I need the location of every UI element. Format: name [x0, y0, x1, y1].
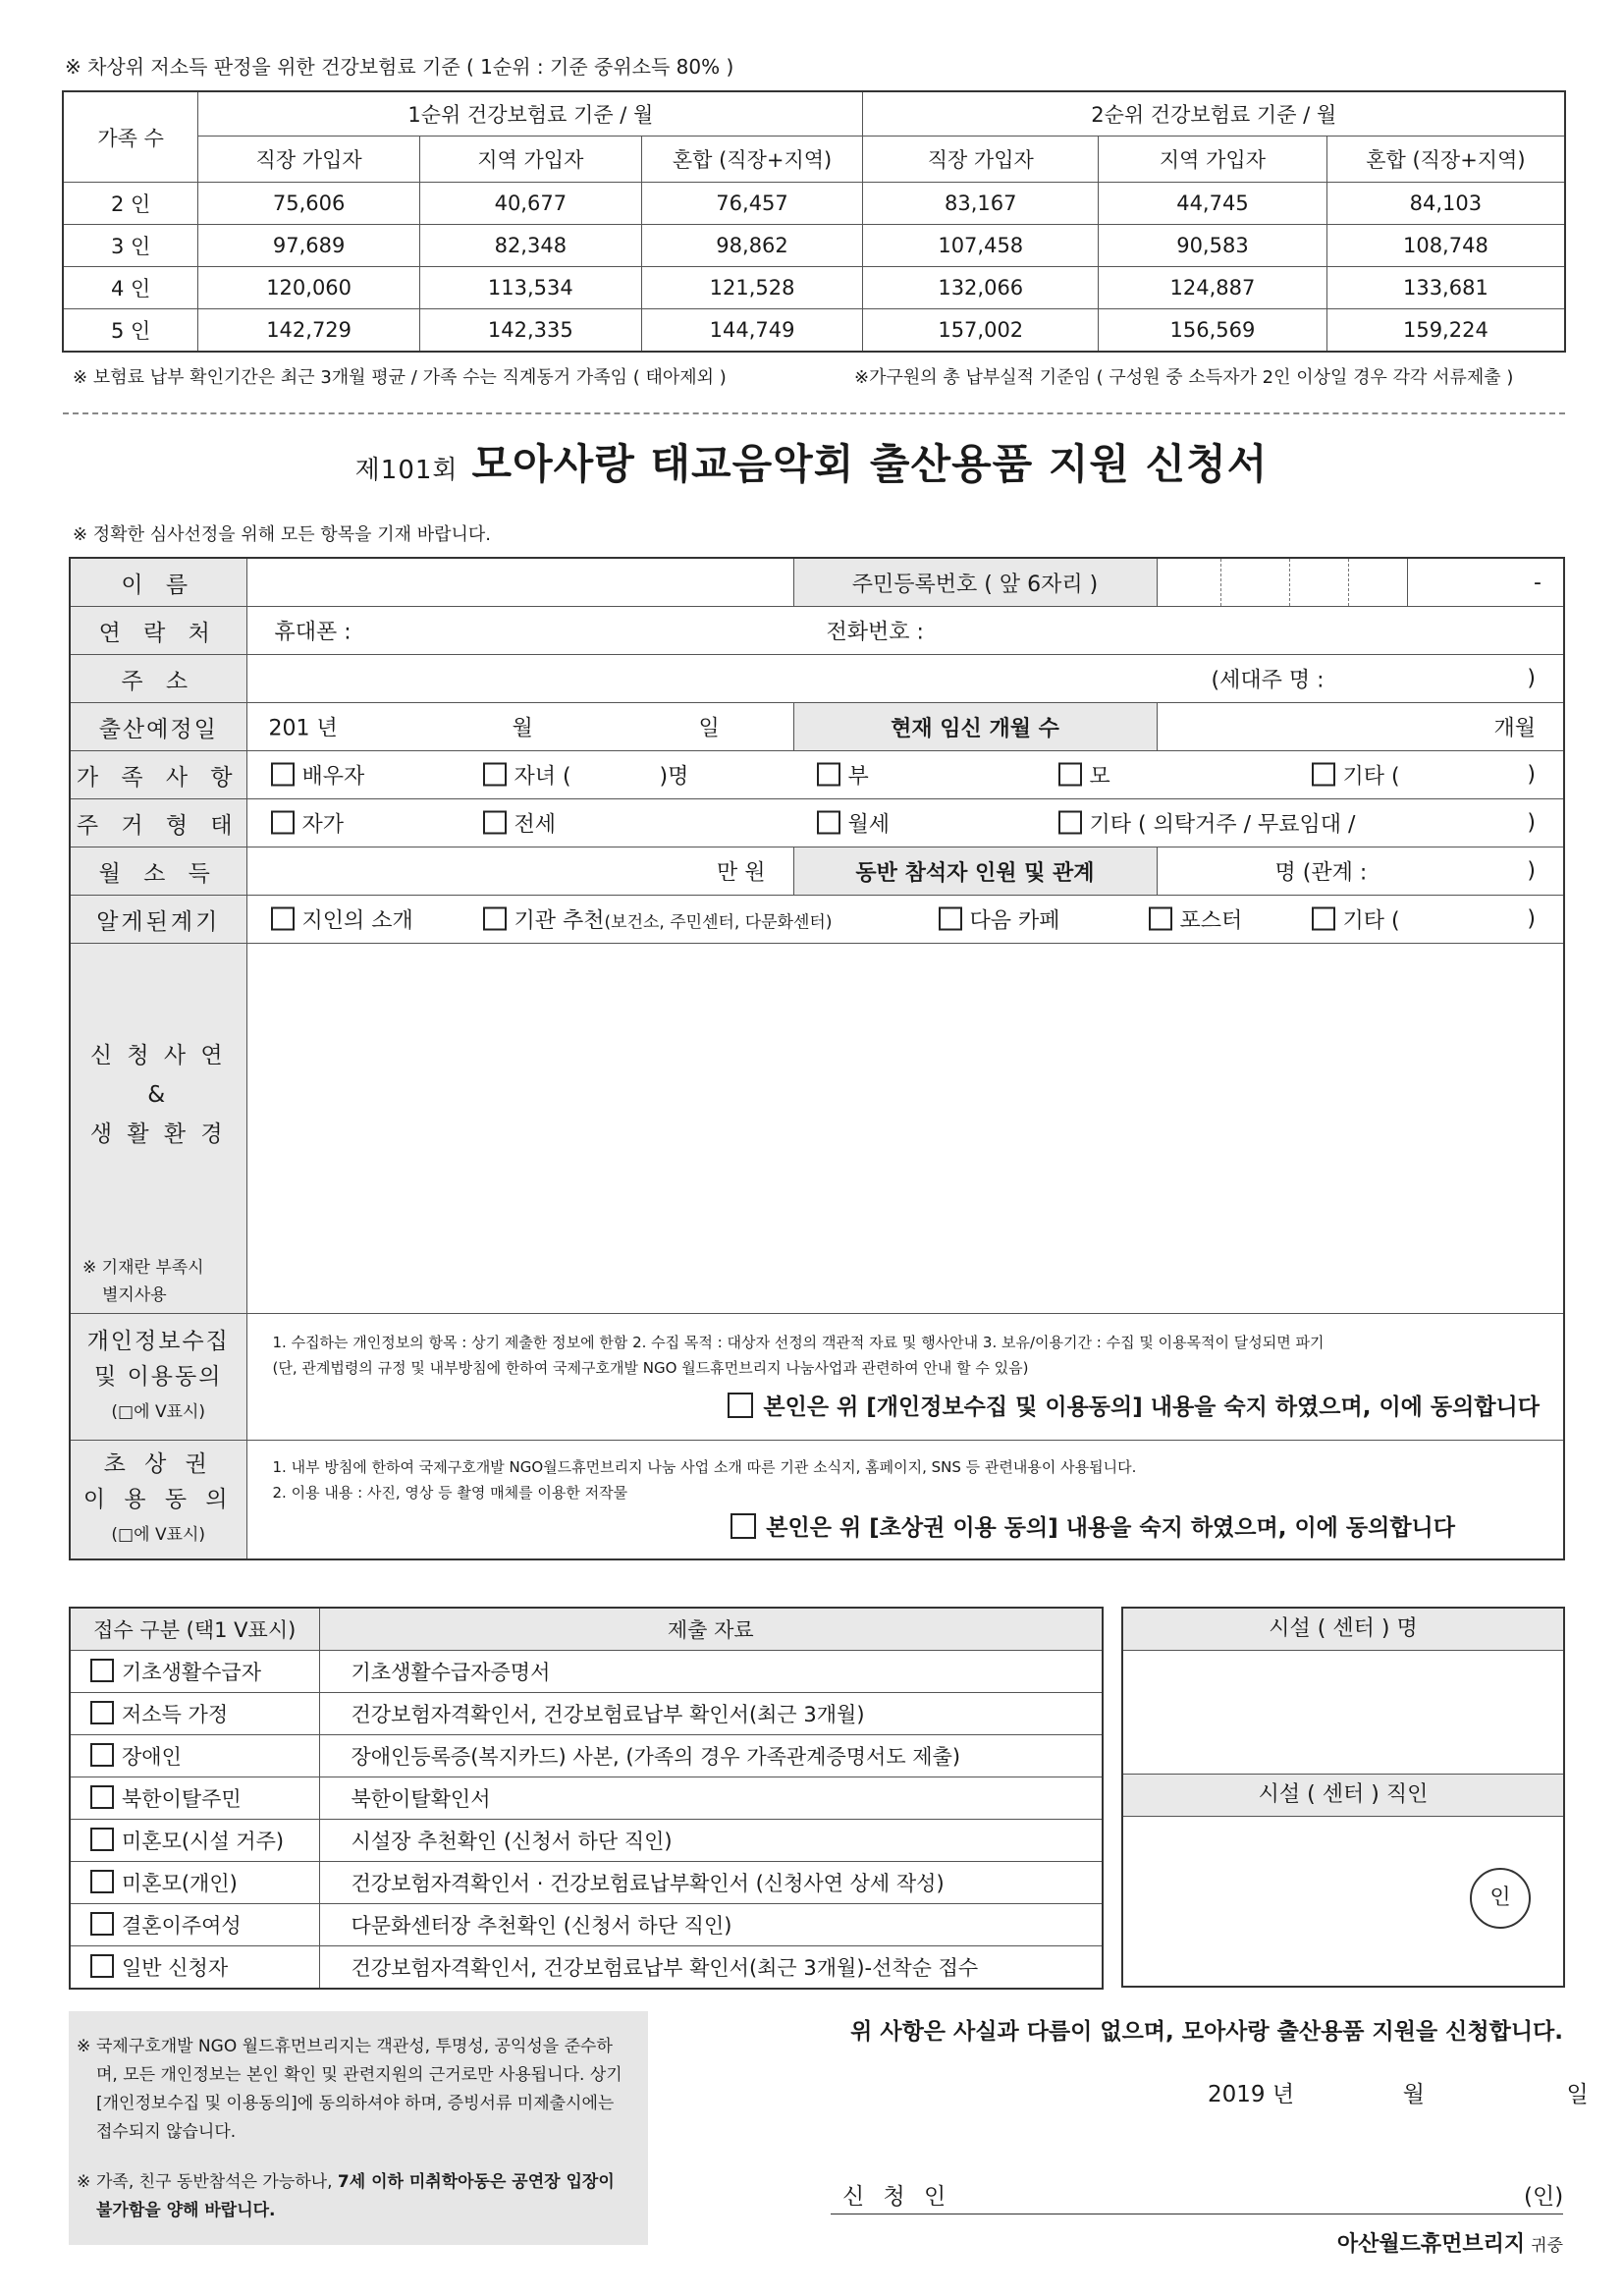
family-cell: 5 인 — [63, 309, 198, 353]
facility-name-field[interactable] — [1123, 1651, 1563, 1773]
declaration-statement: 위 사항은 사실과 다름이 없으며, 모아사랑 출산용품 지원을 신청합니다. — [850, 2019, 1563, 2045]
checkbox[interactable] — [90, 1785, 114, 1809]
family-option-other[interactable]: 기타 ( — [1312, 760, 1400, 791]
family-option-father[interactable]: 부 — [817, 760, 869, 791]
table-row — [70, 1777, 1103, 1820]
value-cell: 124,887 — [1099, 267, 1327, 309]
checkbox[interactable] — [90, 1912, 114, 1936]
companion-value: 명 (관계 : — [1274, 860, 1368, 886]
sub-header: 직장 가입자 — [863, 137, 1099, 183]
title-prefix: 제101회 — [354, 456, 459, 485]
name-label: 이 름 — [70, 558, 246, 607]
reason-label-line3: 생 활 환 경 — [89, 1121, 227, 1147]
checkbox[interactable] — [1058, 763, 1082, 787]
table-row — [70, 1693, 1103, 1735]
value-cell: 159,224 — [1326, 309, 1565, 353]
housing-option-jeonse[interactable]: 전세 — [483, 808, 557, 839]
portrait-agree[interactable]: 본인은 위 [초상권 이용 동의] 내용을 숙지 하였으며, 이에 동의합니다 — [273, 1509, 1456, 1542]
group2-header: 2순위 건강보험료 기준 / 월 — [863, 91, 1565, 137]
value-cell: 83,167 — [863, 183, 1099, 225]
reason-label-line1: 신 청 사 연 — [89, 1043, 227, 1068]
category-option[interactable]: 결혼이주여성 — [70, 1904, 319, 1946]
pregnancy-month-unit: 개월 — [1493, 716, 1536, 741]
cut-line-divider — [63, 412, 1565, 414]
portrait-label-line1: 초 상 권 — [103, 1451, 213, 1477]
notice-text-2b: 7세 이하 미취학아동은 공연장 입장이 불가함을 양해 바랍니다. — [96, 2172, 615, 2220]
rrn-digit-input[interactable] — [1220, 558, 1289, 607]
value-cell: 132,066 — [863, 267, 1099, 309]
checkbox[interactable] — [483, 907, 507, 931]
portrait-label-line2: 이 용 동 의 — [82, 1487, 234, 1512]
housing-close: ) — [1527, 810, 1536, 836]
housing-options — [246, 799, 1564, 847]
sub-header: 지역 가입자 — [1099, 137, 1327, 183]
table-row — [70, 1735, 1103, 1777]
source-option-agency[interactable]: 기관 추천(보건소, 주민센터, 다문화센터) — [483, 904, 833, 935]
document-cell: 다문화센터장 추천확인 (신청서 하단 직인) — [319, 1904, 1103, 1946]
category-option[interactable]: 기초생활수급자 — [70, 1651, 319, 1693]
notice-item-1 — [77, 2033, 626, 2147]
value-cell: 142,335 — [419, 309, 641, 353]
privacy-label-line3: (□에 V표시) — [111, 1402, 206, 1422]
value-cell: 156,569 — [1099, 309, 1327, 353]
income-unit: 만 원 — [717, 860, 766, 886]
source-close: ) — [1527, 906, 1536, 932]
category-option[interactable]: 장애인 — [70, 1735, 319, 1777]
privacy-label-line1: 개인정보수집 — [86, 1329, 230, 1354]
value-cell: 144,749 — [641, 309, 863, 353]
submission-docs-table — [69, 1607, 1104, 1990]
checkbox[interactable] — [90, 1659, 114, 1682]
privacy-text-1: 1. 수집하는 개인정보의 항목 : 상기 제출한 정보에 한함 2. 수집 목적 : 대상자 선정의 객관적 자료 및 행사안내 3. 보유/이용기간 : 수집 및 이용목적이 달성되면 파기 — [272, 1334, 1325, 1351]
source-label: 알게된계기 — [70, 896, 246, 944]
checkbox[interactable] — [271, 907, 295, 931]
companion-close: ) — [1527, 858, 1536, 884]
value-cell: 133,681 — [1326, 267, 1565, 309]
criteria-note: ※ 차상위 저소득 판정을 위한 건강보험료 기준 ( 1순위 : 기준 중위소득 80% ) — [65, 55, 734, 79]
declaration-date — [1208, 2076, 1589, 2108]
recipient — [1129, 2227, 1563, 2258]
family-label: 가 족 사 항 — [70, 751, 246, 799]
source-option-acquaintance[interactable]: 지인의 소개 — [271, 904, 413, 935]
insurance-criteria-table — [62, 90, 1566, 353]
checkbox[interactable] — [90, 1743, 114, 1767]
rrn-label: 주민등록번호 ( 앞 6자리 ) — [793, 558, 1157, 607]
portrait-text-2: 2. 이용 내용 : 사진, 영상 등 촬영 매체를 이용한 저작물 — [272, 1484, 628, 1502]
portrait-content — [246, 1441, 1564, 1560]
value-cell: 84,103 — [1326, 183, 1565, 225]
documents-header: 제출 자료 — [319, 1608, 1103, 1651]
income-field[interactable] — [246, 847, 793, 896]
sub-header: 혼합 (직장+지역) — [641, 137, 863, 183]
seal-mark: 인 — [1470, 1868, 1531, 1929]
table-row — [70, 1946, 1103, 1990]
pregnancy-month-label: 현재 임신 개월 수 — [793, 703, 1157, 751]
family-option-mother[interactable]: 모 — [1058, 760, 1110, 791]
declaration-month: 월 — [1402, 2082, 1425, 2107]
housing-option-own[interactable]: 자가 — [271, 808, 345, 839]
declaration-year: 2019 년 — [1208, 2082, 1295, 2107]
value-cell: 120,060 — [198, 267, 420, 309]
family-option-spouse[interactable]: 배우자 — [271, 760, 365, 791]
checkbox[interactable] — [939, 907, 962, 931]
group1-header: 1순위 건강보험료 기준 / 월 — [198, 91, 863, 137]
checkbox[interactable] — [271, 811, 295, 835]
checkbox[interactable] — [1058, 811, 1082, 835]
criteria-footnote-right: ※가구원의 총 납부실적 기준임 ( 구성원 중 소득자가 2인 이상일 경우 각각 서류제출 ) — [854, 367, 1514, 388]
document-cell: 북한이탈확인서 — [319, 1777, 1103, 1820]
privacy-content — [246, 1314, 1564, 1441]
contact-field[interactable] — [246, 607, 1564, 655]
document-cell: 건강보험자격확인서, 건강보험료납부 확인서(최근 3개월) — [319, 1693, 1103, 1735]
table-row — [70, 1651, 1103, 1693]
value-cell: 113,534 — [419, 267, 641, 309]
table-row — [70, 1820, 1103, 1862]
checkbox[interactable] — [90, 1870, 114, 1893]
pregnancy-month-field[interactable] — [1157, 703, 1564, 751]
facility-seal-header: 시설 ( 센터 ) 직인 — [1123, 1774, 1563, 1817]
family-cell: 4 인 — [63, 267, 198, 309]
family-options — [246, 751, 1564, 799]
householder-label: (세대주 명 : — [1211, 668, 1325, 693]
category-header: 접수 구분 (택1 V표시) — [70, 1608, 319, 1651]
checkbox[interactable] — [483, 763, 507, 787]
document-cell: 장애인등록증(복지카드) 사본, (가족의 경우 가족관계증명서도 제출) — [319, 1735, 1103, 1777]
checkbox[interactable] — [271, 763, 295, 787]
source-option-other[interactable]: 기타 ( — [1312, 904, 1400, 935]
address-field[interactable] — [246, 655, 1564, 703]
value-cell: 82,348 — [419, 225, 641, 267]
privacy-label-cell — [70, 1314, 246, 1441]
housing-option-monthly[interactable]: 월세 — [817, 808, 891, 839]
notice-box — [69, 2011, 648, 2245]
source-options — [246, 896, 1564, 944]
family-option-child[interactable]: 자녀 ( — [483, 760, 571, 791]
table-row — [63, 225, 1565, 267]
title-main: 모아사랑 태교음악회 출산용품 지원 신청서 — [471, 440, 1269, 488]
table-row — [70, 1904, 1103, 1946]
housing-label: 주 거 형 태 — [70, 799, 246, 847]
category-option[interactable]: 일반 신청자 — [70, 1946, 319, 1990]
family-cell: 3 인 — [63, 225, 198, 267]
due-date-label: 출산예정일 — [70, 703, 246, 751]
due-year: 201 년 — [268, 716, 338, 741]
checkbox[interactable] — [1312, 907, 1335, 931]
table-row — [70, 1862, 1103, 1904]
category-option[interactable]: 저소득 가정 — [70, 1693, 319, 1735]
householder-close: ) — [1527, 666, 1536, 691]
family-cell: 2 인 — [63, 183, 198, 225]
value-cell: 121,528 — [641, 267, 863, 309]
value-cell: 97,689 — [198, 225, 420, 267]
checkbox[interactable] — [817, 763, 840, 787]
due-month: 월 — [512, 716, 533, 741]
source-option-daum-cafe[interactable]: 다음 카페 — [939, 904, 1060, 935]
mobile-label: 휴대폰 : — [274, 620, 352, 645]
value-cell: 44,745 — [1099, 183, 1327, 225]
sub-header: 지역 가입자 — [419, 137, 641, 183]
table-row — [63, 309, 1565, 353]
value-cell: 40,677 — [419, 183, 641, 225]
reason-label-line2: & — [147, 1082, 170, 1108]
contact-label: 연 락 처 — [70, 607, 246, 655]
reason-textarea[interactable] — [246, 944, 1564, 1314]
reason-note-line1: ※ 기재란 부족시 — [82, 1258, 204, 1278]
portrait-label-line3: (□에 V표시) — [111, 1525, 206, 1545]
applicant-seal: (인) — [1524, 2184, 1564, 2210]
form-title — [0, 432, 1623, 491]
checkbox[interactable] — [817, 811, 840, 835]
category-option[interactable]: 미혼모(시설 거주) — [70, 1820, 319, 1862]
privacy-text-2: (단, 관계법령의 규정 및 내부방침에 한하여 국제구호개발 NGO 월드휴먼브리지 나눔사업과 관련하여 안내 할 수 있음) — [272, 1359, 1029, 1377]
notice-item-2 — [77, 2168, 626, 2225]
family-count-header: 가족 수 — [63, 91, 198, 183]
checkbox[interactable] — [90, 1828, 114, 1851]
table-row — [63, 183, 1565, 225]
checkbox[interactable] — [90, 1954, 114, 1978]
due-day: 일 — [698, 716, 720, 741]
portrait-agree-checkbox[interactable] — [730, 1513, 756, 1539]
value-cell: 107,458 — [863, 225, 1099, 267]
reason-label-cell — [70, 944, 246, 1314]
form-note: ※ 정확한 심사선정을 위해 모든 항목을 기재 바랍니다. — [73, 524, 492, 545]
reason-note-line2: 별지사용 — [102, 1285, 167, 1305]
rrn-digit-input[interactable] — [1348, 558, 1407, 607]
category-option[interactable]: 북한이탈주민 — [70, 1777, 319, 1820]
due-date-field[interactable] — [246, 703, 793, 751]
notice-mark: ※ — [77, 2172, 91, 2192]
value-cell: 75,606 — [198, 183, 420, 225]
agency-detail: (보건소, 주민센터, 다문화센터) — [604, 912, 833, 933]
rrn-digit-input[interactable] — [1157, 558, 1220, 607]
value-cell: 90,583 — [1099, 225, 1327, 267]
recipient-suffix: 귀중 — [1531, 2236, 1563, 2256]
document-cell: 건강보험자격확인서 · 건강보험료납부확인서 (신청사연 상세 작성) — [319, 1862, 1103, 1904]
criteria-footnote-left: ※ 보험료 납부 확인기간은 최근 3개월 평균 / 가족 수는 직계동거 가족임 ( 태아제외 ) — [73, 367, 727, 388]
checkbox[interactable] — [483, 811, 507, 835]
document-cell: 건강보험자격확인서, 건강보험료납부 확인서(최근 3개월)-선착순 접수 — [319, 1946, 1103, 1990]
notice-mark: ※ — [77, 2037, 91, 2056]
notice-text-1: 국제구호개발 NGO 월드휴먼브리지는 객관성, 투명성, 공익성을 준수하며, 모든 개인정보는 본인 확인 및 관련지원의 근거로만 사용됩니다. 상기 [개인정보수집 및 이용동의]에 동의하셔야 하며, 증빙서류 미제출시에는 접수되지 않습니다. — [96, 2037, 622, 2142]
table-row — [63, 267, 1565, 309]
privacy-agree[interactable]: 본인은 위 [개인정보수집 및 이용동의] 내용을 숙지 하였으며, 이에 동의합니다 — [273, 1389, 1541, 1421]
phone-label: 전화번호 : — [826, 620, 924, 645]
category-option[interactable]: 미혼모(개인) — [70, 1862, 319, 1904]
checkbox[interactable] — [90, 1701, 114, 1724]
companion-label: 동반 참석자 인원 및 관계 — [793, 847, 1157, 896]
document-cell: 시설장 추천확인 (신청서 하단 직인) — [319, 1820, 1103, 1862]
housing-option-other[interactable]: 기타 ( 의탁거주 / 무료임대 / — [1058, 808, 1356, 839]
income-label: 월 소 득 — [70, 847, 246, 896]
address-label: 주 소 — [70, 655, 246, 703]
facility-name-header: 시설 ( 센터 ) 명 — [1123, 1609, 1563, 1651]
sub-header: 혼합 (직장+지역) — [1326, 137, 1565, 183]
facility-box — [1121, 1607, 1565, 1988]
value-cell: 157,002 — [863, 309, 1099, 353]
family-child-unit: )명 — [659, 764, 689, 790]
privacy-label-line2: 및 이용동의 — [94, 1364, 223, 1390]
applicant-label: 신 청 인 — [842, 2184, 952, 2210]
rrn-dash: - — [1407, 558, 1564, 607]
value-cell: 98,862 — [641, 225, 863, 267]
application-form-table — [69, 557, 1565, 1560]
checkbox[interactable] — [1312, 763, 1335, 787]
privacy-agree-checkbox[interactable] — [728, 1393, 753, 1418]
family-close: ) — [1527, 762, 1536, 788]
document-cell: 기초생활수급자증명서 — [319, 1651, 1103, 1693]
checkbox[interactable] — [1149, 907, 1172, 931]
value-cell: 76,457 — [641, 183, 863, 225]
notice-text-2a: 가족, 친구 동반참석은 가능하나, — [96, 2172, 338, 2192]
name-input[interactable] — [246, 558, 793, 607]
portrait-label-cell — [70, 1441, 246, 1560]
applicant-signature-field[interactable] — [962, 2172, 1512, 2212]
recipient-name: 아산월드휴먼브리지 — [1336, 2232, 1526, 2257]
portrait-text-1: 1. 내부 방침에 한하여 국제구호개발 NGO월드휴먼브리지 나눔 사업 소개 따른 기관 소식지, 홈페이지, SNS 등 관련내용이 사용됩니다. — [272, 1458, 1137, 1476]
source-option-poster[interactable]: 포스터 — [1149, 904, 1243, 935]
value-cell: 108,748 — [1326, 225, 1565, 267]
companion-field[interactable] — [1157, 847, 1564, 896]
sub-header: 직장 가입자 — [198, 137, 420, 183]
value-cell: 142,729 — [198, 309, 420, 353]
declaration-day: 일 — [1566, 2082, 1589, 2107]
rrn-digit-input[interactable] — [1289, 558, 1348, 607]
